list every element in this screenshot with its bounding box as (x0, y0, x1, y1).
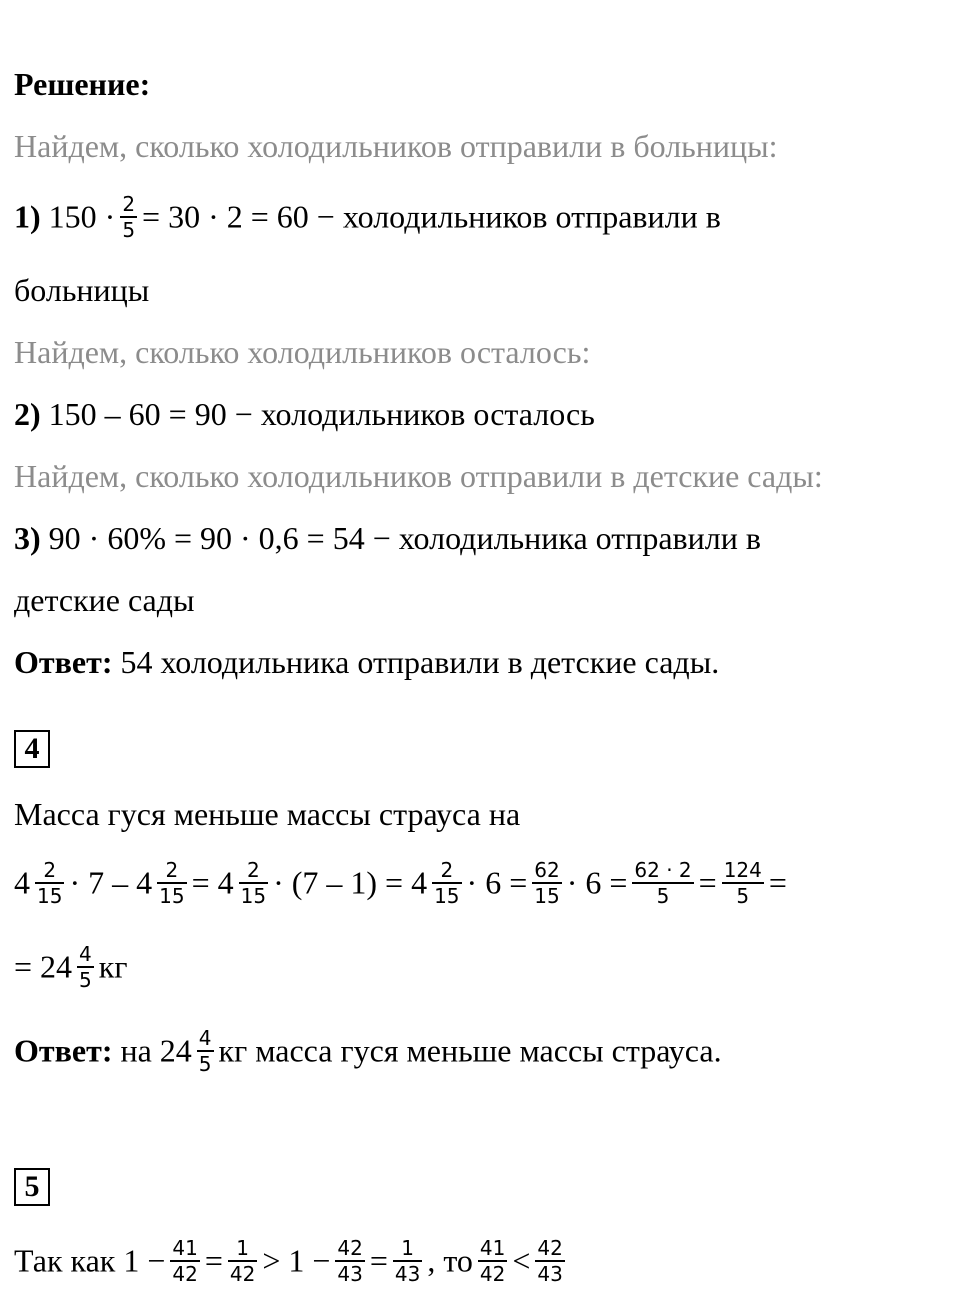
fraction (197, 1027, 214, 1075)
expr-text: = (698, 864, 717, 901)
expr-text: = (369, 1242, 388, 1279)
expr-text: · 7 – 4 (69, 864, 153, 901)
fraction (77, 943, 94, 991)
step-1-continuation: больницы (14, 272, 150, 308)
step-3-continuation: детские сады (14, 582, 195, 618)
denominator: 15 (159, 884, 185, 908)
fraction (120, 193, 137, 241)
denominator: 43 (337, 1262, 363, 1286)
solution-heading (14, 64, 150, 104)
numerator: 4 (198, 1026, 212, 1050)
fraction (722, 859, 764, 907)
task-4-expression-cont (14, 942, 128, 994)
expr-text: кг (98, 948, 128, 985)
expr-text: , то (427, 1242, 473, 1279)
answer-line (14, 1026, 722, 1078)
denominator: 42 (229, 1262, 256, 1286)
fraction (35, 859, 64, 907)
step-2 (14, 394, 595, 434)
numerator: 2 (432, 859, 461, 884)
denominator: 42 (172, 1262, 198, 1286)
numerator: 41 (172, 1236, 198, 1260)
expr-text: · 6 = (466, 864, 528, 901)
fraction (393, 1237, 422, 1285)
step-number: 1) (14, 198, 41, 235)
numerator: 1 (228, 1237, 257, 1262)
denominator: 15 (240, 884, 267, 908)
numerator: 42 (537, 1236, 563, 1260)
numerator: 41 (479, 1236, 506, 1260)
expr-text: 4 (14, 864, 30, 901)
fraction (535, 1237, 564, 1285)
denominator: 5 (122, 218, 136, 242)
expr-text: 150 – 60 = 90 − холодильников осталось (48, 396, 595, 432)
denominator: 5 (736, 884, 750, 908)
numerator: 2 (122, 192, 136, 216)
answer-line (14, 642, 719, 682)
task-4-expression (14, 858, 787, 910)
step-number: 3) (14, 520, 41, 556)
numerator: 2 (239, 859, 268, 884)
expr-text: 150 · (48, 198, 116, 235)
denominator: 42 (479, 1262, 506, 1286)
task-4-intro: Масса гуся меньше массы страуса на (14, 796, 521, 832)
fraction (170, 1237, 199, 1285)
step-number: 2) (14, 396, 41, 432)
fraction (157, 859, 186, 907)
answer-label: Ответ: (14, 644, 113, 680)
fraction (335, 1237, 364, 1285)
expr-text: = (768, 864, 787, 901)
denominator: 43 (537, 1262, 563, 1286)
numerator: 42 (337, 1236, 363, 1260)
denominator: 5 (198, 1052, 212, 1076)
step-1 (14, 192, 721, 244)
expr-text: > 1 − (262, 1242, 331, 1279)
task-number-box: 4 (14, 730, 50, 768)
denominator: 15 (37, 884, 63, 908)
task-number-box: 5 (14, 1168, 50, 1206)
fraction (478, 1237, 507, 1285)
fraction (532, 859, 561, 907)
hint-line: Найдем, сколько холодильников осталось: (14, 334, 591, 370)
expr-text: = 30 · 2 = 60 − холодильников отправили в (142, 198, 721, 235)
task-5-expression (14, 1236, 570, 1288)
denominator: 43 (394, 1262, 421, 1286)
denominator: 15 (434, 884, 460, 908)
answer-text: на 24 (120, 1032, 192, 1069)
numerator: 62 · 2 (634, 858, 692, 882)
expr-text: · (7 – 1) = 4 (273, 864, 428, 901)
denominator: 5 (656, 884, 670, 908)
expr-text: 90 · 60% = 90 · 0,6 = 54 − холодильника отправили в (48, 520, 761, 556)
denominator: 15 (534, 884, 560, 908)
hint-line: Найдем, сколько холодильников отправили в детские сады: (14, 458, 823, 494)
numerator: 1 (393, 1237, 422, 1262)
numerator: 62 (534, 858, 560, 882)
expr-text: = 4 (191, 864, 234, 901)
fraction (228, 1237, 257, 1285)
numerator: 4 (79, 942, 92, 966)
numerator: 2 (35, 859, 64, 884)
answer-label: Ответ: (14, 1032, 113, 1069)
answer-text: кг масса гуся меньше массы страуса. (218, 1032, 722, 1069)
fraction (432, 859, 461, 907)
numerator: 2 (157, 859, 186, 884)
expr-text: = 24 (14, 948, 73, 985)
expr-text: < (512, 1242, 531, 1279)
fraction (239, 859, 268, 907)
expr-text: = (204, 1242, 223, 1279)
hint-line: Найдем, сколько холодильников отправили в больницы: (14, 128, 778, 164)
denominator: 5 (79, 968, 92, 992)
answer-text: 54 холодильника отправили в детские сады. (120, 644, 720, 680)
step-3 (14, 518, 761, 558)
heading-text: Решение: (14, 66, 151, 102)
expr-text: · 6 = (566, 864, 628, 901)
fraction (632, 859, 693, 907)
numerator: 124 (723, 858, 762, 882)
expr-text: Так как 1 − (14, 1242, 166, 1279)
